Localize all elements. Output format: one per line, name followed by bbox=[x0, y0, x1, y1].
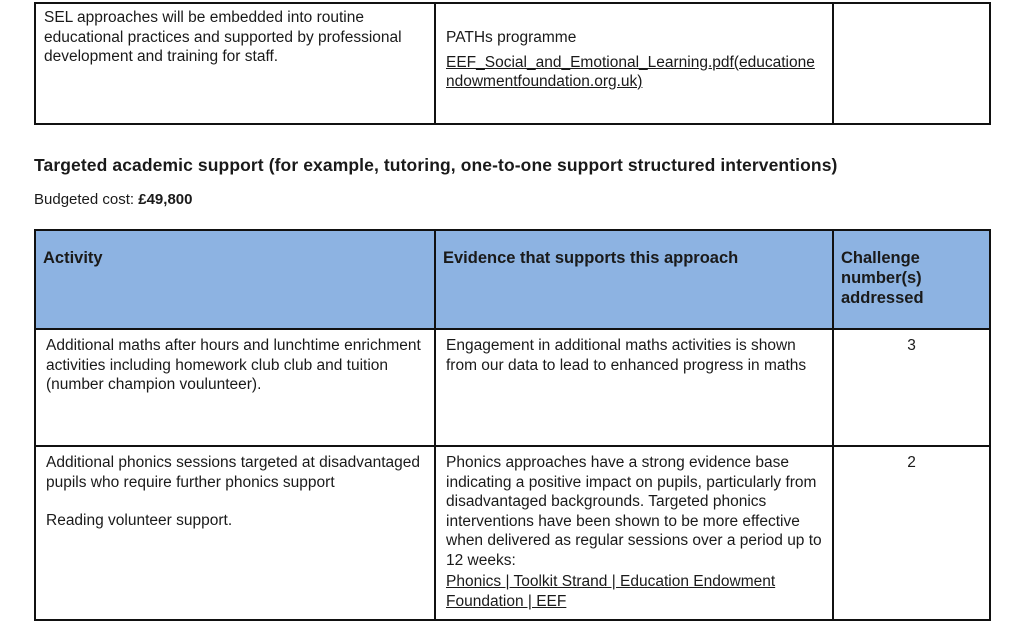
table-row bbox=[35, 446, 990, 620]
budget-line bbox=[34, 191, 192, 208]
activity-extra-text: Reading volunteer support. bbox=[46, 512, 233, 529]
header-evidence: Evidence that supports this approach bbox=[435, 230, 833, 329]
evidence-text: Phonics approaches have a strong evidence base indicating a positive impact on pupils, particularly from disadvantaged backgrounds. Targeted phonics interventions have been shown to be more effective when delivered as regular sessions over a period up to 12 weeks: bbox=[446, 454, 822, 569]
budget-value: £49,800 bbox=[138, 191, 193, 208]
budget-label: Budgeted cost: bbox=[34, 191, 139, 208]
header-challenge: Challenge number(s) addressed bbox=[833, 230, 990, 329]
section-heading: Targeted academic support (for example, tutoring, one-to-one support structured interventions) bbox=[34, 155, 838, 175]
eef-phonics-link[interactable]: Phonics | Toolkit Strand | Education Endowment Foundation | EEF bbox=[446, 573, 776, 610]
targeted-support-table bbox=[34, 229, 991, 621]
table-row bbox=[35, 329, 990, 446]
evidence-cell: Engagement in additional maths activities is shown from our data to lead to enhanced progress in maths bbox=[435, 329, 833, 446]
evidence-text: PATHs programme bbox=[446, 29, 577, 46]
header-activity: Activity bbox=[35, 230, 435, 329]
activity-cell: Additional maths after hours and lunchtime enrichment activities including homework club club and tuition (number champion voulunteer). bbox=[35, 329, 435, 446]
evidence-cell bbox=[435, 3, 833, 124]
evidence-cell bbox=[435, 446, 833, 620]
sel-approach-table bbox=[34, 2, 991, 125]
challenge-cell: 2 bbox=[833, 446, 990, 620]
activity-cell: SEL approaches will be embedded into routine educational practices and supported by professional development and training for staff. bbox=[35, 3, 435, 124]
eef-sel-pdf-link[interactable]: EEF_Social_and_Emotional_Learning.pdf(educationendowmentfoundation.org.uk) bbox=[446, 53, 815, 90]
activity-text: Additional phonics sessions targeted at disadvantaged pupils who require further phonics support bbox=[46, 454, 420, 491]
challenge-cell: 3 bbox=[833, 329, 990, 446]
challenge-cell bbox=[833, 3, 990, 124]
table-header-row bbox=[35, 230, 990, 329]
table-row bbox=[35, 3, 990, 124]
activity-cell bbox=[35, 446, 435, 620]
